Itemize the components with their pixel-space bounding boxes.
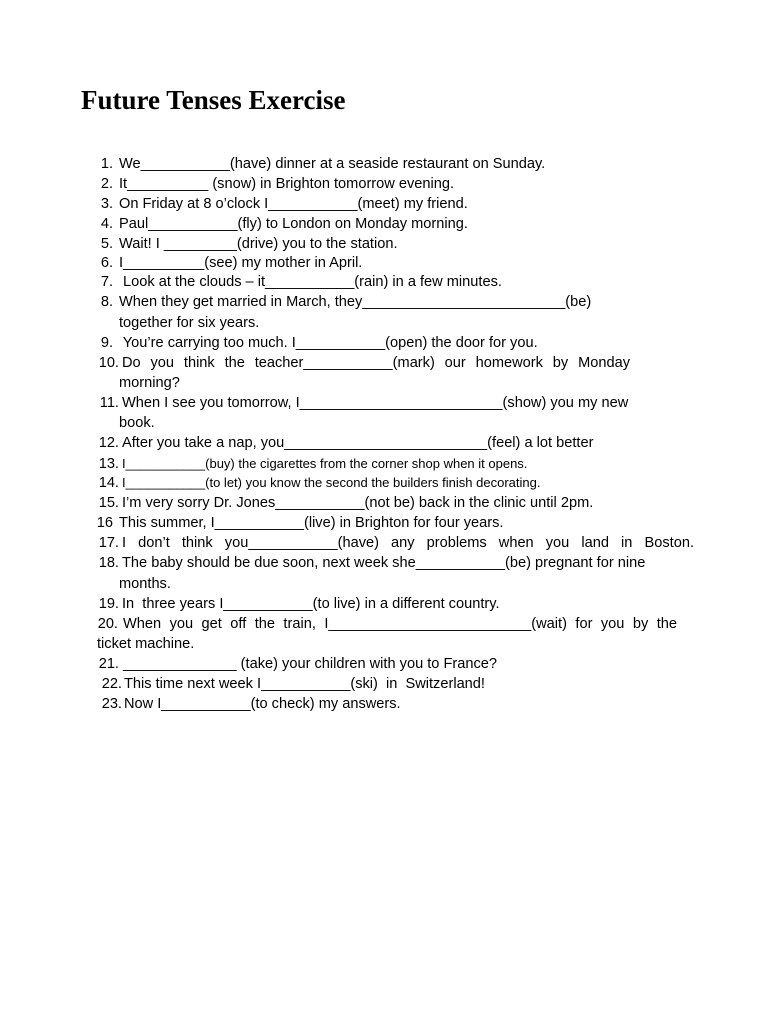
item-text: We___________(have) dinner at a seaside restaurant on Sunday. xyxy=(119,156,546,172)
list-item xyxy=(0,194,700,214)
item-number: 20. xyxy=(97,616,118,632)
list-item xyxy=(0,234,700,254)
item-number: 5. xyxy=(100,236,113,252)
item-text: months. xyxy=(119,576,171,592)
list-item xyxy=(0,513,700,533)
item-number: 7. xyxy=(100,274,113,290)
item-number: 19. xyxy=(98,596,119,612)
list-item xyxy=(0,154,700,174)
item-text: It__________ (snow) in Brighton tomorrow evening. xyxy=(119,176,455,192)
item-number: 21. xyxy=(98,656,119,672)
list-item xyxy=(0,353,700,373)
item-text: After you take a nap, you_________________________(feel) a lot better xyxy=(122,435,594,451)
item-text: ticket machine. xyxy=(97,636,195,652)
list-item-continuation xyxy=(0,373,700,393)
item-number: 3. xyxy=(100,196,113,212)
list-item xyxy=(0,272,700,292)
list-item xyxy=(0,473,700,493)
item-number: 2. xyxy=(100,176,113,192)
item-text: When I see you tomorrow, I_________________________(show) you my new xyxy=(122,395,629,411)
item-number: 10. xyxy=(98,355,119,371)
item-number: 13. xyxy=(98,456,119,472)
list-item xyxy=(0,553,700,573)
item-number: 15. xyxy=(98,495,119,511)
item-number: 14. xyxy=(98,475,119,491)
list-item xyxy=(0,654,700,674)
item-text: I don’t think you___________(have) any problems when you land in Boston. xyxy=(122,535,694,551)
item-text: morning? xyxy=(119,375,180,391)
item-text: In three years I___________(to live) in a different country. xyxy=(122,596,500,612)
list-item xyxy=(0,533,700,553)
item-text: This summer, I___________(live) in Brighton for four years. xyxy=(119,515,504,531)
list-item xyxy=(0,493,700,513)
list-item xyxy=(0,454,700,474)
item-text: ______________ (take) your children with you to France? xyxy=(123,656,498,672)
item-text: Look at the clouds – it___________(rain) in a few minutes. xyxy=(119,274,502,290)
item-text: I’m very sorry Dr. Jones___________(not be) back in the clinic until 2pm. xyxy=(122,495,594,511)
list-item-continuation xyxy=(0,574,700,594)
item-number: 22. xyxy=(101,676,122,692)
item-text: Now I___________(to check) my answers. xyxy=(124,696,401,712)
item-text: You’re carrying too much. I___________(open) the door for you. xyxy=(119,335,538,351)
item-number: 11. xyxy=(99,395,119,411)
item-number: 9. xyxy=(100,335,113,351)
item-text: When they get married in March, they_________________________(be) xyxy=(119,294,592,310)
item-text: Wait! I _________(drive) you to the station. xyxy=(119,236,398,252)
item-text: Paul___________(fly) to London on Monday morning. xyxy=(119,216,468,232)
list-item xyxy=(0,433,700,453)
list-item xyxy=(0,292,700,312)
item-text: book. xyxy=(119,415,155,431)
item-number: 6. xyxy=(100,255,113,271)
item-number: 8. xyxy=(100,294,113,310)
item-text: I__________(see) my mother in April. xyxy=(119,255,363,271)
item-number: 23. xyxy=(101,696,122,712)
item-number: 17. xyxy=(98,535,119,551)
list-item-continuation xyxy=(0,313,700,333)
list-item xyxy=(0,674,700,694)
item-number: 4. xyxy=(100,216,113,232)
item-text: This time next week I___________(ski) in Switzerland! xyxy=(124,676,485,692)
item-number: 12. xyxy=(98,435,119,451)
item-text: On Friday at 8 o’clock I___________(meet) my friend. xyxy=(119,196,468,212)
list-item xyxy=(0,694,700,714)
item-text: together for six years. xyxy=(119,315,260,331)
list-item xyxy=(0,333,700,353)
list-item-continuation xyxy=(0,413,700,433)
list-item xyxy=(0,393,700,413)
list-item xyxy=(0,214,700,234)
list-item xyxy=(0,253,700,273)
item-number: 18. xyxy=(98,555,119,571)
page-title: Future Tenses Exercise xyxy=(81,85,346,115)
item-text: The baby should be due soon, next week she___________(be) pregnant for nine xyxy=(122,555,646,571)
item-text: I___________(buy) the cigarettes from the corner shop when it opens. xyxy=(122,456,528,471)
item-number: 16 xyxy=(96,515,113,531)
item-text: When you get off the train, I_________________________(wait) for you by the xyxy=(123,616,677,632)
list-item xyxy=(0,594,700,614)
item-number: 1. xyxy=(100,156,113,172)
item-text: I___________(to let) you know the second the builders finish decorating. xyxy=(122,475,541,490)
list-item-continuation xyxy=(0,634,700,654)
list-item xyxy=(0,174,700,194)
item-text: Do you think the teacher___________(mark) our homework by Monday xyxy=(122,355,630,371)
list-item xyxy=(0,614,700,634)
